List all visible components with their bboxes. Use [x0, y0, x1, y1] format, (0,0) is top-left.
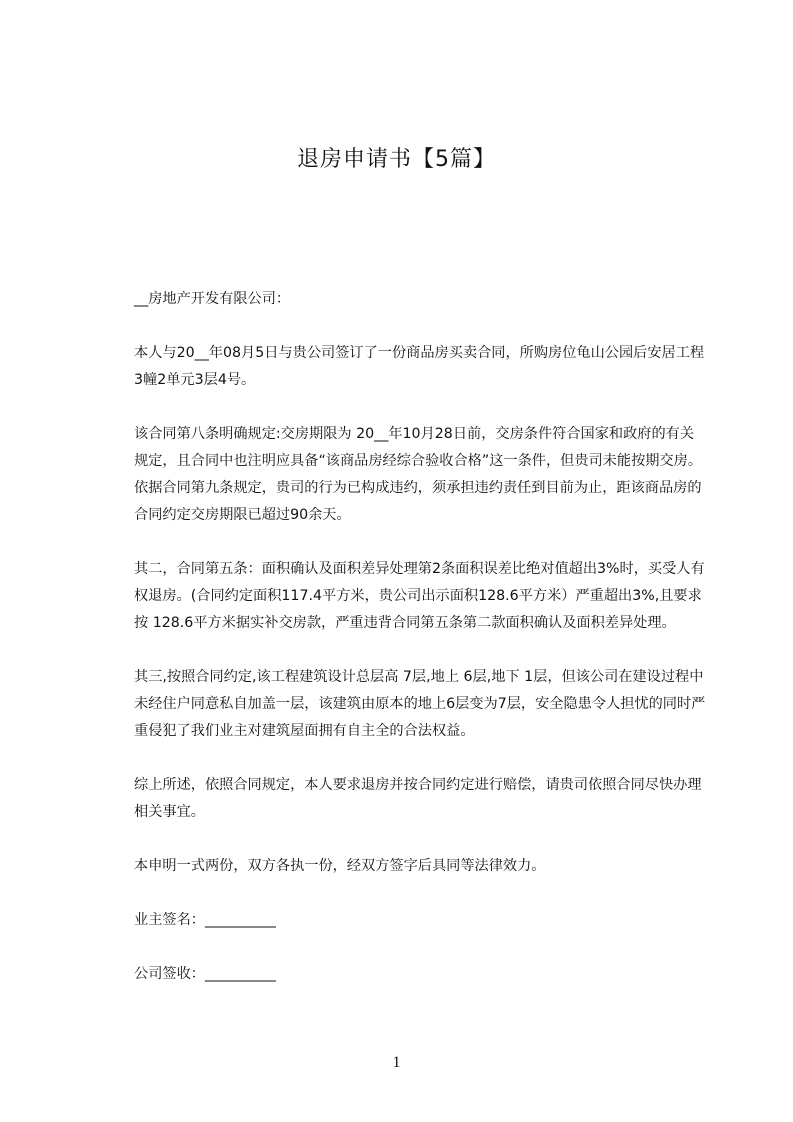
paragraph-area-discrepancy: 其二，合同第五条：面积确认及面积差异处理第2条面积误差比绝对值超出3%时，买受人有权退房。(合同约定面积117.4平方米，贵公司出示面积128.6平方米）严重超出3%,且要求按 128.6平方米据实补交房款，严重违背合同第五条第二款面积确认及面积差异处理。 [134, 561, 705, 631]
paragraph-contract-signing: 本人与20__年08月5日与贵公司签订了一份商品房买卖合同，所购房位龟山公园后安居工程3幢2单元3层4号。 [134, 345, 705, 388]
paragraph-conclusion: 综上所述，依照合同规定，本人要求退房并按合同约定进行赔偿，请贵司依照合同尽快办理相关事宜。 [134, 777, 702, 820]
paragraph-delivery-deadline: 该合同第八条明确规定:交房期限为 20__年10月28日前，交房条件符合国家和政府的有关规定，且合同中也注明应具备“该商品房经综合验收合格”这一条件，但贵司未能按期交房。依据合同第九条规定，贵司的行为已构成违约，须承担违约责任到目前为止，距该商品房的合同约定交房期限已超过90余天。 [134, 426, 703, 523]
document-body [134, 286, 708, 1015]
salutation: __房地产开发有限公司： [134, 291, 291, 307]
document-title: 退房申请书【5篇】 [297, 147, 496, 172]
company-signature-line: 公司签收：__________ [134, 966, 276, 982]
paragraph-legal-effect: 本申明一式两份，双方各执一份，经双方签字后具同等法律效力。 [134, 858, 546, 874]
paragraph-extra-floor: 其三,按照合同约定,该工程建筑设计总层高 7层,地上 6层,地下 1层，但该公司在建设过程中未经住户同意私自加盖一层，该建筑由原本的地上6层变为7层，安全隐患令人担忧的同时严重侵犯了我们业主对建筑屋面拥有自主全的合法权益。 [134, 669, 706, 739]
owner-signature-line: 业主签名：__________ [134, 912, 276, 928]
page-number: 1 [392, 1054, 401, 1071]
